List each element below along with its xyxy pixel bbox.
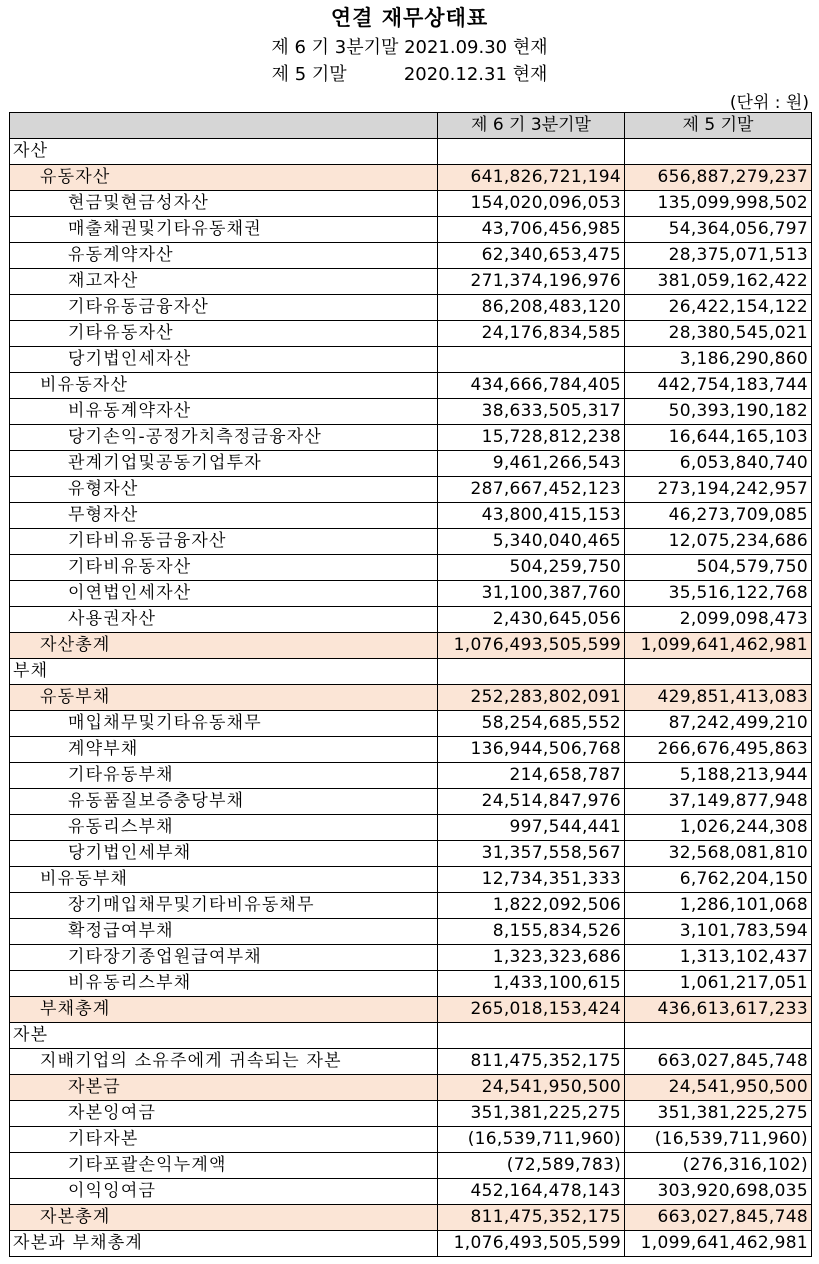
column-header-prior: 제 5 기말: [625, 113, 812, 139]
table-row: [10, 399, 812, 425]
account-label: 장기매입채무및기타비유동채무: [10, 893, 438, 919]
value-prior: (16,539,711,960): [625, 1127, 812, 1153]
value-prior: 24,541,950,500: [625, 1075, 812, 1101]
value-current: 287,667,452,123: [438, 477, 625, 503]
value-current: [438, 659, 625, 685]
column-header-current: 제 6 기 3분기말: [438, 113, 625, 139]
account-label: 기타유동부채: [10, 763, 438, 789]
table-row: [10, 1101, 812, 1127]
account-label: 매입채무및기타유동채무: [10, 711, 438, 737]
period-current: 제 6 기 3분기말 2021.09.30 현재: [271, 37, 548, 58]
table-row: [10, 477, 812, 503]
table-row: [10, 919, 812, 945]
account-label: 당기법인세자산: [10, 347, 438, 373]
value-current: 5,340,040,465: [438, 529, 625, 555]
value-current: 86,208,483,120: [438, 295, 625, 321]
account-label: 유동계약자산: [10, 243, 438, 269]
table-row: [10, 997, 812, 1023]
account-label: 기타유동자산: [10, 321, 438, 347]
value-current: 38,633,505,317: [438, 399, 625, 425]
value-current: 434,666,784,405: [438, 373, 625, 399]
value-prior: 3,101,783,594: [625, 919, 812, 945]
value-current: 504,259,750: [438, 555, 625, 581]
table-row: [10, 711, 812, 737]
value-current: [438, 347, 625, 373]
table-row: [10, 893, 812, 919]
value-current: 452,164,478,143: [438, 1179, 625, 1205]
value-current: 58,254,685,552: [438, 711, 625, 737]
unit-label: (단위 : 원): [729, 93, 809, 113]
value-current: 43,706,456,985: [438, 217, 625, 243]
table-row: [10, 815, 812, 841]
value-current: 1,076,493,505,599: [438, 633, 625, 659]
table-body: [10, 139, 812, 1257]
table-row: [10, 1075, 812, 1101]
account-label: 비유동부채: [10, 867, 438, 893]
value-current: 271,374,196,976: [438, 269, 625, 295]
table-row: [10, 763, 812, 789]
value-prior: 35,516,122,768: [625, 581, 812, 607]
statement-title: 연결 재무상태표: [330, 6, 489, 30]
value-prior: 273,194,242,957: [625, 477, 812, 503]
table-row: [10, 1205, 812, 1231]
value-current: [438, 139, 625, 165]
account-label: 자산: [10, 139, 438, 165]
table-row: [10, 503, 812, 529]
account-label: 자본과 부채총계: [10, 1231, 438, 1257]
value-prior: 3,186,290,860: [625, 347, 812, 373]
value-current: 1,433,100,615: [438, 971, 625, 997]
value-current: 214,658,787: [438, 763, 625, 789]
account-label: 기타유동금융자산: [10, 295, 438, 321]
value-prior: 1,026,244,308: [625, 815, 812, 841]
account-label: 유동부채: [10, 685, 438, 711]
table-row: [10, 191, 812, 217]
value-prior: 1,061,217,051: [625, 971, 812, 997]
table-row: [10, 867, 812, 893]
account-label: 이익잉여금: [10, 1179, 438, 1205]
account-label: 자본: [10, 1023, 438, 1049]
table-row: [10, 737, 812, 763]
account-label: 매출채권및기타유동채권: [10, 217, 438, 243]
value-current: 641,826,721,194: [438, 165, 625, 191]
account-label: 계약부채: [10, 737, 438, 763]
value-current: 43,800,415,153: [438, 503, 625, 529]
account-label: 현금및현금성자산: [10, 191, 438, 217]
value-current: 265,018,153,424: [438, 997, 625, 1023]
value-current: 31,100,387,760: [438, 581, 625, 607]
value-current: 31,357,558,567: [438, 841, 625, 867]
column-header-account: [10, 113, 438, 139]
table-row: [10, 529, 812, 555]
value-current: 252,283,802,091: [438, 685, 625, 711]
value-prior: 6,762,204,150: [625, 867, 812, 893]
value-prior: 1,099,641,462,981: [625, 633, 812, 659]
account-label: 기타자본: [10, 1127, 438, 1153]
account-label: 확정급여부채: [10, 919, 438, 945]
period-prior: 제 5 기말 2020.12.31 현재: [271, 64, 548, 85]
table-row: [10, 1127, 812, 1153]
table-row: [10, 295, 812, 321]
account-label: 기타비유동자산: [10, 555, 438, 581]
table-row: [10, 971, 812, 997]
balance-sheet-table: [9, 112, 812, 1257]
account-label: 비유동자산: [10, 373, 438, 399]
value-prior: 87,242,499,210: [625, 711, 812, 737]
value-current: 2,430,645,056: [438, 607, 625, 633]
table-row: [10, 269, 812, 295]
value-current: 1,822,092,506: [438, 893, 625, 919]
account-label: 기타장기종업원급여부채: [10, 945, 438, 971]
account-label: 자본잉여금: [10, 1101, 438, 1127]
value-prior: 656,887,279,237: [625, 165, 812, 191]
value-prior: 12,075,234,686: [625, 529, 812, 555]
account-label: 유동자산: [10, 165, 438, 191]
table-row: [10, 659, 812, 685]
value-current: 62,340,653,475: [438, 243, 625, 269]
account-label: 유형자산: [10, 477, 438, 503]
table-row: [10, 581, 812, 607]
value-prior: 303,920,698,035: [625, 1179, 812, 1205]
account-label: 무형자산: [10, 503, 438, 529]
table-row: [10, 1023, 812, 1049]
table-row: [10, 685, 812, 711]
value-prior: 1,099,641,462,981: [625, 1231, 812, 1257]
account-label: 유동리스부채: [10, 815, 438, 841]
table-row: [10, 1153, 812, 1179]
account-label: 지배기업의 소유주에게 귀속되는 자본: [10, 1049, 438, 1075]
table-row: [10, 555, 812, 581]
account-label: 부채: [10, 659, 438, 685]
table-row: [10, 789, 812, 815]
account-label: 기타포괄손익누계액: [10, 1153, 438, 1179]
value-current: 1,076,493,505,599: [438, 1231, 625, 1257]
value-prior: 266,676,495,863: [625, 737, 812, 763]
value-prior: 32,568,081,810: [625, 841, 812, 867]
table-header-row: [10, 113, 812, 139]
account-label: 비유동리스부채: [10, 971, 438, 997]
value-prior: (276,316,102): [625, 1153, 812, 1179]
account-label: 자본금: [10, 1075, 438, 1101]
value-prior: 37,149,877,948: [625, 789, 812, 815]
value-prior: 381,059,162,422: [625, 269, 812, 295]
account-label: 기타비유동금융자산: [10, 529, 438, 555]
value-prior: 351,381,225,275: [625, 1101, 812, 1127]
table-row: [10, 633, 812, 659]
value-current: 24,176,834,585: [438, 321, 625, 347]
value-current: 997,544,441: [438, 815, 625, 841]
table-row: [10, 165, 812, 191]
account-label: 자본총계: [10, 1205, 438, 1231]
table-row: [10, 1231, 812, 1257]
table-row: [10, 945, 812, 971]
value-prior: 2,099,098,473: [625, 607, 812, 633]
value-current: 24,541,950,500: [438, 1075, 625, 1101]
value-current: 24,514,847,976: [438, 789, 625, 815]
value-prior: 663,027,845,748: [625, 1049, 812, 1075]
account-label: 재고자산: [10, 269, 438, 295]
value-current: [438, 1023, 625, 1049]
account-label: 이연법인세자산: [10, 581, 438, 607]
value-prior: 429,851,413,083: [625, 685, 812, 711]
value-prior: 135,099,998,502: [625, 191, 812, 217]
table-row: [10, 451, 812, 477]
value-prior: 442,754,183,744: [625, 373, 812, 399]
value-current: 154,020,096,053: [438, 191, 625, 217]
value-current: 136,944,506,768: [438, 737, 625, 763]
table-row: [10, 139, 812, 165]
value-prior: 54,364,056,797: [625, 217, 812, 243]
account-label: 사용권자산: [10, 607, 438, 633]
table-row: [10, 321, 812, 347]
table-row: [10, 347, 812, 373]
account-label: 당기손익-공정가치측정금융자산: [10, 425, 438, 451]
value-current: 811,475,352,175: [438, 1205, 625, 1231]
table-row: [10, 1049, 812, 1075]
account-label: 부채총계: [10, 997, 438, 1023]
value-prior: 436,613,617,233: [625, 997, 812, 1023]
value-current: 15,728,812,238: [438, 425, 625, 451]
value-current: 1,323,323,686: [438, 945, 625, 971]
value-current: (72,589,783): [438, 1153, 625, 1179]
value-current: (16,539,711,960): [438, 1127, 625, 1153]
value-prior: 26,422,154,122: [625, 295, 812, 321]
value-prior: 16,644,165,103: [625, 425, 812, 451]
table-row: [10, 373, 812, 399]
value-current: 351,381,225,275: [438, 1101, 625, 1127]
value-prior: 28,380,545,021: [625, 321, 812, 347]
account-label: 당기법인세부채: [10, 841, 438, 867]
value-prior: 46,273,709,085: [625, 503, 812, 529]
table-row: [10, 243, 812, 269]
value-prior: 663,027,845,748: [625, 1205, 812, 1231]
value-current: 811,475,352,175: [438, 1049, 625, 1075]
value-prior: [625, 659, 812, 685]
value-prior: 6,053,840,740: [625, 451, 812, 477]
value-prior: 28,375,071,513: [625, 243, 812, 269]
value-current: 9,461,266,543: [438, 451, 625, 477]
table-row: [10, 217, 812, 243]
account-label: 관계기업및공동기업투자: [10, 451, 438, 477]
value-prior: 1,313,102,437: [625, 945, 812, 971]
account-label: 비유동계약자산: [10, 399, 438, 425]
value-prior: [625, 139, 812, 165]
value-current: 8,155,834,526: [438, 919, 625, 945]
value-prior: 1,286,101,068: [625, 893, 812, 919]
account-label: 유동품질보증충당부채: [10, 789, 438, 815]
table-row: [10, 425, 812, 451]
value-current: 12,734,351,333: [438, 867, 625, 893]
value-prior: 50,393,190,182: [625, 399, 812, 425]
value-prior: [625, 1023, 812, 1049]
table-row: [10, 1179, 812, 1205]
account-label: 자산총계: [10, 633, 438, 659]
table-row: [10, 607, 812, 633]
table-row: [10, 841, 812, 867]
value-prior: 504,579,750: [625, 555, 812, 581]
value-prior: 5,188,213,944: [625, 763, 812, 789]
